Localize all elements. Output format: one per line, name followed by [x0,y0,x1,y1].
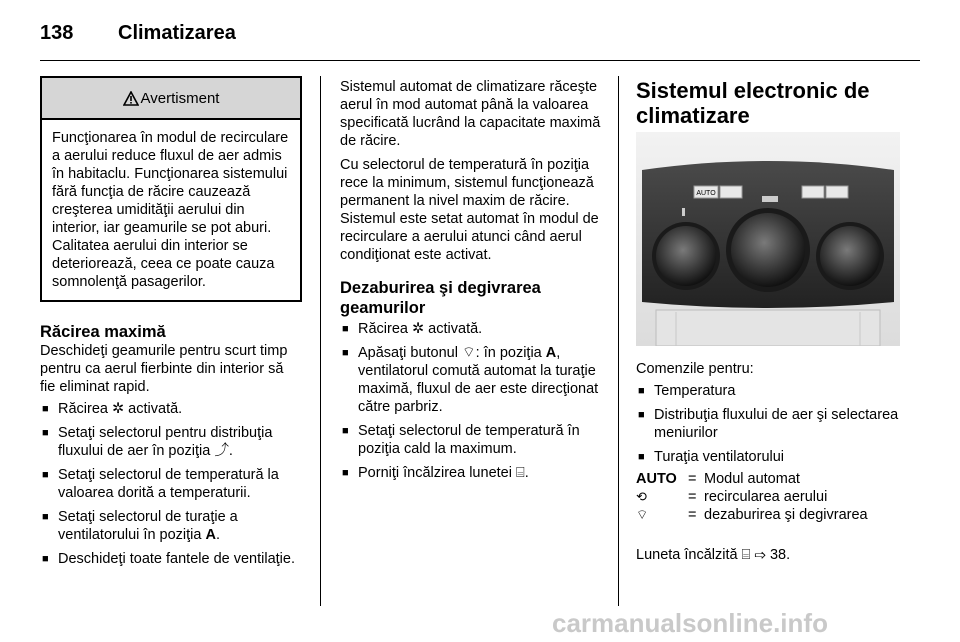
max-cooling-heading: Răcirea maximă [40,323,166,341]
legend-sep: = [688,507,697,523]
column-3 [636,78,921,128]
list-item: ■ Setaţi selectorul de temperatură în poziţia cald la maximum. [340,422,606,458]
defrost-icon: ⌔ [462,345,476,361]
windshield-airflow-icon: ⤴ [214,443,229,459]
warning-triangle-icon [123,91,139,106]
defog-heading: Dezaburirea şi degivrarea geamurilor [340,279,541,317]
auto-ac-paragraph: Sistemul automat de climatizare răceşte aerul în mod automat până la valoarea specificată lucrând la capacitate maximă de răcire. [340,79,601,149]
legend-table [636,470,868,524]
page-title: Climatizarea [118,22,236,44]
list-item: ■ Deschideţi toate fantele de ventilaţie. [40,550,302,568]
rear-window-heater-icon: ⌸ [515,465,525,481]
max-cooling-list [40,400,302,568]
max-cooling-intro: Deschideţi geamurile pentru scurt timp pentru ca aerul fierbinte din interior să fie eliminat rapid. [40,343,288,395]
column-2 [340,78,606,488]
climate-panel-illustration [636,132,900,346]
controls-section [636,360,921,564]
list-item: ■ Temperatura [636,382,921,400]
list-item: ■ Răcirea ✲ activată. [340,320,606,338]
cold-setting-paragraph: Cu selectorul de temperatură în poziţia rece la minimum, sistemul funcţionează permanent la nivel maxim de răcire. Sistemul este setat automat în modul de recirculare a aerului atunci când aerul condiţionat este activat. [340,157,599,263]
legend-value: recircularea aerului [704,489,828,505]
table-row [636,488,868,506]
defog-list [340,320,606,482]
list-item: ■ Distribuţia fluxului de aer şi selectarea meniurilor [636,406,921,442]
table-row [636,506,868,524]
defrost-icon: ⌔ [636,507,649,522]
warning-box [40,76,302,302]
table-row [636,470,868,488]
list-item: ■ Turaţia ventilatorului [636,448,921,466]
legend-value: dezaburirea şi degivrarea [704,507,868,523]
list-item: ■ Porniţi încălzirea lunetei ⌸. [340,464,606,482]
warning-text: Funcţionarea în modul de recirculare a aerului reduce fluxul de aer admis în habitaclu. Funcţionarea sistemului fără funcţia de răcire cauzează creşterea umidităţii aerului din interior, iar geamurile se pot aburi. Calitatea aerului din interior se deteriorează, ceea ce poate cauza somnolenţă pasagerilor. [52,130,289,290]
page-reference[interactable]: 38. [765,547,791,563]
column-divider [320,76,321,606]
legend-sep: = [688,471,697,487]
warning-title: Avertisment [140,89,220,107]
legend-sep: = [688,489,697,505]
controls-label: Comenzile pentru: [636,361,754,377]
watermark: carmanualsonline.info [552,608,828,638]
rear-window-line: Luneta încălzită ⌸ ⇨ 38. [636,547,791,563]
page-reference-arrow-icon: ⇨ [754,547,766,563]
legend-key: AUTO [636,471,677,487]
list-item: ■ Răcirea ✲ activată. [40,400,302,418]
controls-list [636,382,921,466]
warning-header [42,78,300,120]
page-number: 138 [40,22,74,44]
list-item: ■ Setaţi selectorul de turaţie a ventilatorului în poziţia A. [40,508,302,544]
climate-panel-photo [636,132,900,346]
auto-button-label: AUTO [696,190,716,197]
column-1 [40,76,302,574]
snowflake-icon: ✲ [112,401,125,417]
list-item: ■ Apăsaţi butonul ⌔: în poziţia A, ventilatorul comută automat la turaţie maximă, fluxul de aer este direcţionat către parbriz. [340,344,606,416]
snowflake-icon: ✲ [412,321,425,337]
climate-heading: Sistemul electronic de climatizare [636,78,870,128]
rear-window-heater-icon: ⌸ [741,547,751,563]
list-item: ■ Setaţi selectorul pentru distribuţia fluxului de aer în poziţia ⤴. [40,424,302,460]
column-divider [618,76,619,606]
legend-value: Modul automat [704,471,800,487]
list-item: ■ Setaţi selectorul de temperatură la valoarea dorită a temperaturii. [40,466,302,502]
recirculation-icon: ⟲ [636,489,647,504]
header-rule [40,60,920,61]
